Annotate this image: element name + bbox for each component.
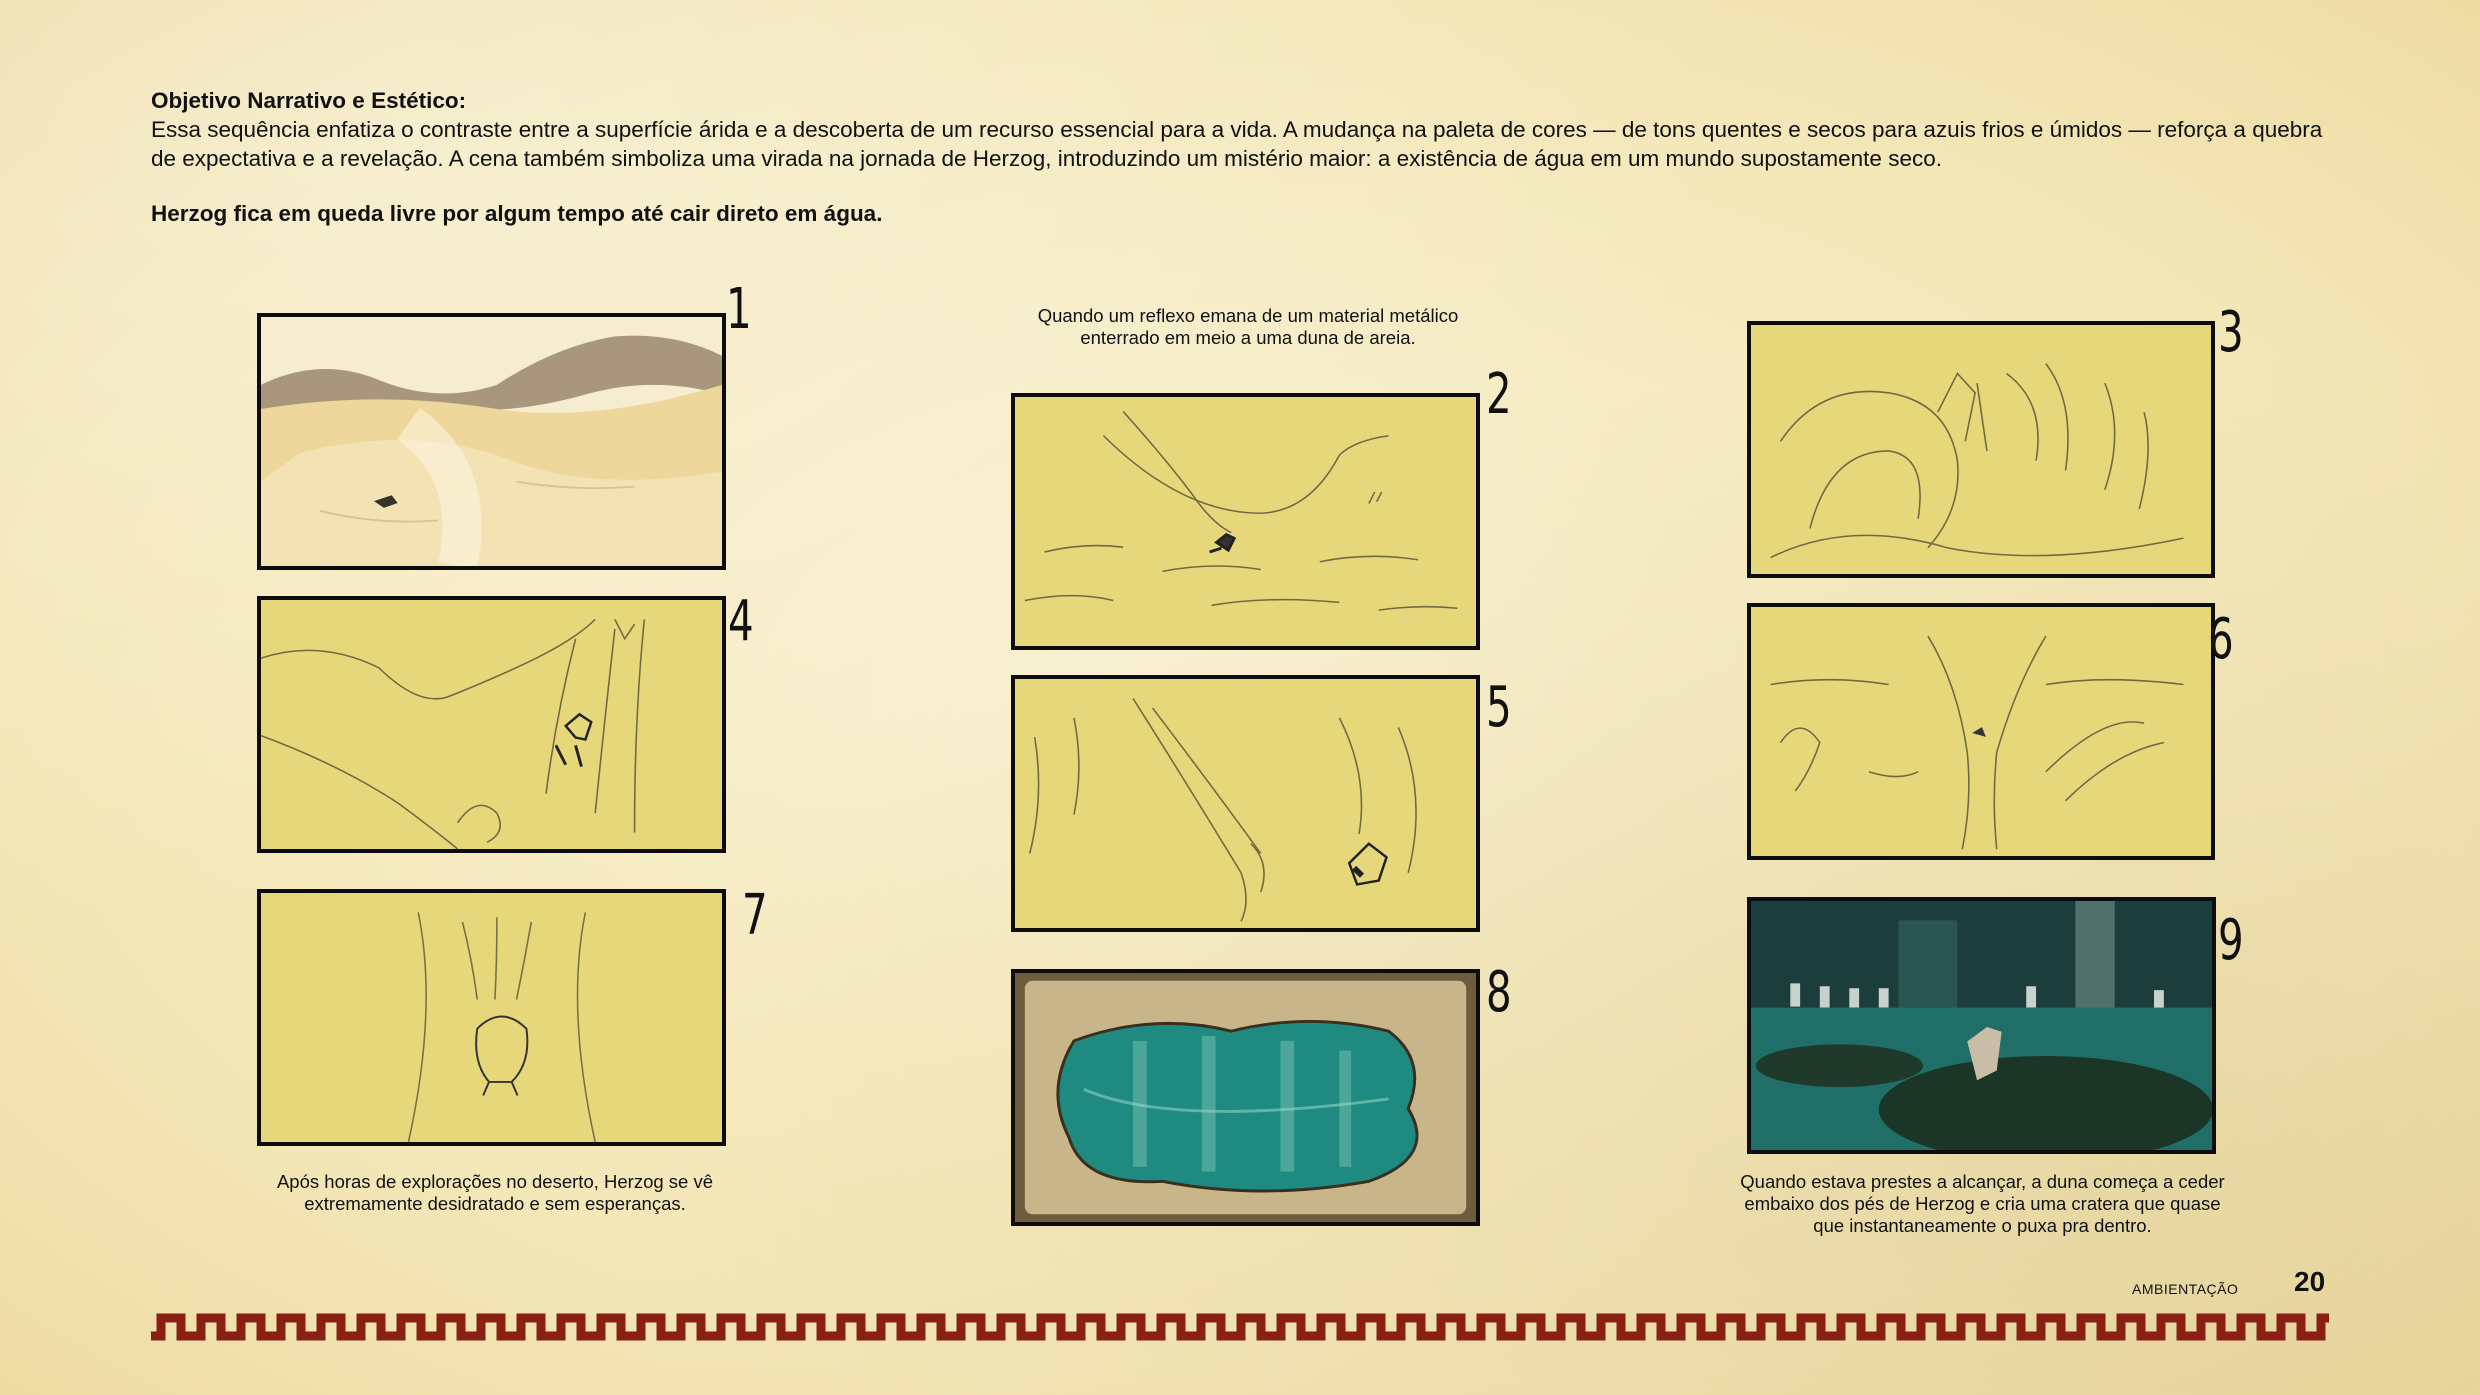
intro-block xyxy=(151,86,2341,251)
intro-fall-text: Herzog fica em queda livre por algum tempo até cair direto em água. xyxy=(151,201,883,226)
storyboard-panel-7 xyxy=(257,889,726,1146)
storyboard-panel-9 xyxy=(1747,897,2216,1154)
caption-col3: Quando estava prestes a alcançar, a duna começa a ceder embaixo dos pés de Herzog e cria uma cratera que quase que instantaneamente o puxa pra dentro. xyxy=(1740,1171,2225,1236)
intro-body: Essa sequência enfatiza o contraste entre a superfície árida e a descoberta de um recurso essencial para a vida. A mudança na paleta de cores — de tons quentes e secos para azuis frios e úmidos — reforça a quebra de expectativa e a revelação. A cena também simboliza uma virada na jornada de Herzog, introduzindo um mistério maior: a existência de água em um mundo supostamente seco. xyxy=(151,117,2323,171)
panel-7-drawing xyxy=(261,893,722,1142)
panel-number-5: 5 xyxy=(1486,675,1512,740)
panel-9-drawing xyxy=(1751,901,2212,1150)
panel-number-8: 8 xyxy=(1486,960,1512,1025)
storyboard-panel-2 xyxy=(1011,393,1480,650)
panel-3-drawing xyxy=(1751,325,2211,574)
panel-8-drawing xyxy=(1015,973,1476,1222)
panel-4-drawing xyxy=(261,600,722,849)
caption-col2: Quando um reflexo emana de um material metálico enterrado em meio a uma duna de areia. xyxy=(1037,305,1459,348)
storyboard-panel-6 xyxy=(1747,603,2215,860)
panel-number-4: 4 xyxy=(728,589,754,654)
panel-number-1: 1 xyxy=(726,277,752,342)
panel-number-3: 3 xyxy=(2218,300,2244,365)
storyboard-panel-1 xyxy=(257,313,726,570)
decorative-border xyxy=(151,1310,2329,1344)
section-label: AMBIENTAÇÃO xyxy=(2132,1281,2239,1297)
panel-1-drawing xyxy=(261,317,722,566)
panel-2-drawing xyxy=(1015,397,1476,646)
storyboard-panel-5 xyxy=(1011,675,1480,932)
storyboard-panel-3 xyxy=(1747,321,2215,578)
panel-number-2: 2 xyxy=(1486,362,1512,427)
intro-heading: Objetivo Narrativo e Estético: xyxy=(151,88,467,113)
panel-number-6: 6 xyxy=(2208,607,2234,672)
caption-col1: Após horas de explorações no deserto, Herzog se vê extremamente desidratado e sem esperanças. xyxy=(276,1171,714,1214)
panel-5-drawing xyxy=(1015,679,1476,928)
storyboard-panel-4 xyxy=(257,596,726,853)
panel-number-7: 7 xyxy=(742,883,768,948)
page-number: 20 xyxy=(2294,1266,2326,1297)
storyboard-panel-8 xyxy=(1011,969,1480,1226)
panel-number-9: 9 xyxy=(2218,908,2244,973)
panel-6-drawing xyxy=(1751,607,2211,856)
